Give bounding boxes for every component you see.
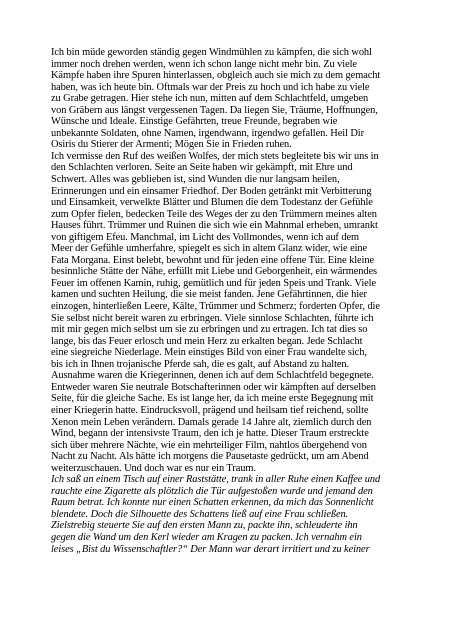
text-line: Osiris du Stierer der Armenti; Mögen Sie in Frieden ruhen. xyxy=(51,139,292,151)
text-line: Erinnerungen und ein einsamer Friedhof. Der Boden getränkt mit Verbitterung xyxy=(51,185,372,197)
text-line: Zielstrebig steuerte Sie auf den ersten Mann zu, packte ihn, schleuderte ihn xyxy=(51,520,358,532)
text-line: einzogen, hinterließen Leere, Kälte, Trümmer und Schmerz; forderten Opfer, die xyxy=(51,301,380,313)
text-line: Fata Morgana. Einst belebt, bewohnt und für jeden eine offene Tür. Eine kleine xyxy=(51,254,374,266)
text-line: sich über mehrere Nächte, wie ein mehrteiliger Film, nahtlos übergehend von xyxy=(51,439,367,451)
text-line: bis ich in Ihnen trojanische Pferde sah, die es galt, auf Abstand zu halten. xyxy=(51,358,350,370)
text-line: Wünsche und Ideale. Einstige Gefährten, treue Freunde, begraben wie xyxy=(51,116,338,128)
text-line: Meer der Gefühle umherfahre, spiegelt es sich in altem Glanz wider, wie eine xyxy=(51,243,368,255)
text-line: Seite, für die gleiche Sache. Es ist lange her, da ich meine erste Begegnung mit xyxy=(51,393,374,405)
text-line: Kämpfe haben ihre Spuren hinterlassen, obgleich auch sie mich zu dem gemacht xyxy=(51,70,381,82)
text-line: von Gräbern aus längst vergessenen Tagen. Da liegen Sie, Träume, Hoffnungen, xyxy=(51,104,378,116)
text-line: zu Grabe getragen. Hier stehe ich nun, mitten auf dem Schlachtfeld, umgeben xyxy=(51,93,369,105)
text-line: kamen und suchten Heilung, die sie meist fanden. Jene Gefährtinnen, die hier xyxy=(51,289,367,301)
text-line: Entweder waren Sie neutrale Botschafterinnen oder wir kämpften auf derselben xyxy=(51,381,376,393)
text-line: leises „Bist du Wissenschaftler?“ Der Mann war derart irritiert und zu keiner xyxy=(51,543,370,555)
text-line: den Schlachten verloren. Seite an Seite haben wir gekämpft, mit Ehre und xyxy=(51,162,353,174)
text-line: haben, was ich heute bin. Oftmals war der Preis zu hoch und ich habe zu viele xyxy=(51,81,370,93)
text-line: rauchte eine Zigarette als plötzlich die Tür aufgestoßen wurde und jemand den xyxy=(51,485,373,497)
text-line: Ausnahme waren die Kriegerinnen, denen ich auf dem Schlachtfeld begegnete. xyxy=(51,370,374,382)
text-line: Schwert. Alles was geblieben ist, sind Wunden die nur langsam heilen, xyxy=(51,174,340,186)
text-line: von giftigem Efeu. Manchmal, im Licht des Vollmondes, wenn ich auf dem xyxy=(51,231,359,243)
text-line: gegen die Wand um den Kerl wieder am Kragen zu packen. Ich vernahm ein xyxy=(51,531,362,543)
text-line: zum Opfer fielen, bedecken Teile des Weges der zu den Trümmern meines alten xyxy=(51,208,377,220)
text-line: immer noch drehen werden, wenn ich schon lange nicht mehr bin. Zu viele xyxy=(51,58,357,70)
text-line: Hauses führt. Trümmer und Ruinen die sich wie ein Mahnmal erheben, umrankt xyxy=(51,220,378,232)
text-line: Raum betrat. Ich konnte nur einen Schatten erkennen, da mich das Sonnenlicht xyxy=(51,497,374,509)
text-line: lange, bis das Feuer erlosch und mein Herz zu erkalten began. Jede Schlacht xyxy=(51,335,363,347)
text-line: Xenon mein Leben verändern. Damals gerade 14 Jahre alt, ziemlich durch den xyxy=(51,416,372,428)
text-line: Ich bin müde geworden ständig gegen Windmühlen zu kämpfen, die sich wohl xyxy=(51,47,372,58)
text-line: besinnliche Stätte der Nähe, erfüllt mit Liebe und Geborgenheit, ein wärmendes xyxy=(51,266,377,278)
text-line: einer Kriegerin hatte. Eindrucksvoll, prägend und heilsam tief reichend, sollte xyxy=(51,404,369,416)
text-line: Sie selbst nicht bereit waren zu erbringen. Viele sinnlose Schlachten, führte ich xyxy=(51,312,374,324)
text-line: Wind, begann der intensivste Traum, den ich je hatte. Dieser Traum erstreckte xyxy=(51,428,369,440)
text-line: Ich saß an einem Tisch auf einer Raststätte, trank in aller Ruhe einen Kaffee und xyxy=(51,474,381,486)
text-line: Nacht zu Nacht. Als hätte ich morgens die Pausetaste gedrückt, um am Abend xyxy=(51,451,369,463)
text-line: unbekannte Soldaten, ohne Namen, irgendwann, irgendwo gefallen. Heil Dir xyxy=(51,127,364,139)
text-line: Feuer im offenen Kamin, ruhig, gemütlich und für jeden Speis und Trank. Viele xyxy=(51,277,376,289)
text-line: und Einsamkeit, verwelkte Blätter und Blumen die dem Todestanz der Gefühle xyxy=(51,197,373,209)
text-line: Ich vermisse den Ruf des weißen Wolfes, der mich stets begleitete bis wir uns in xyxy=(51,150,379,162)
document-body xyxy=(51,47,404,555)
text-line: weiterzuschauen. Und doch war es nur ein Traum. xyxy=(51,462,256,474)
text-line: mit mir gegen mich selbst um sie zu erbringen und zu ertragen. Ich tat dies so xyxy=(51,324,368,336)
text-line: eine siegreiche Niederlage. Mein einstiges Bild von einer Frau wandelte sich, xyxy=(51,347,367,359)
text-line: blendete. Doch die Silhouette des Schattens ließ auf eine Frau schließen. xyxy=(51,508,349,520)
